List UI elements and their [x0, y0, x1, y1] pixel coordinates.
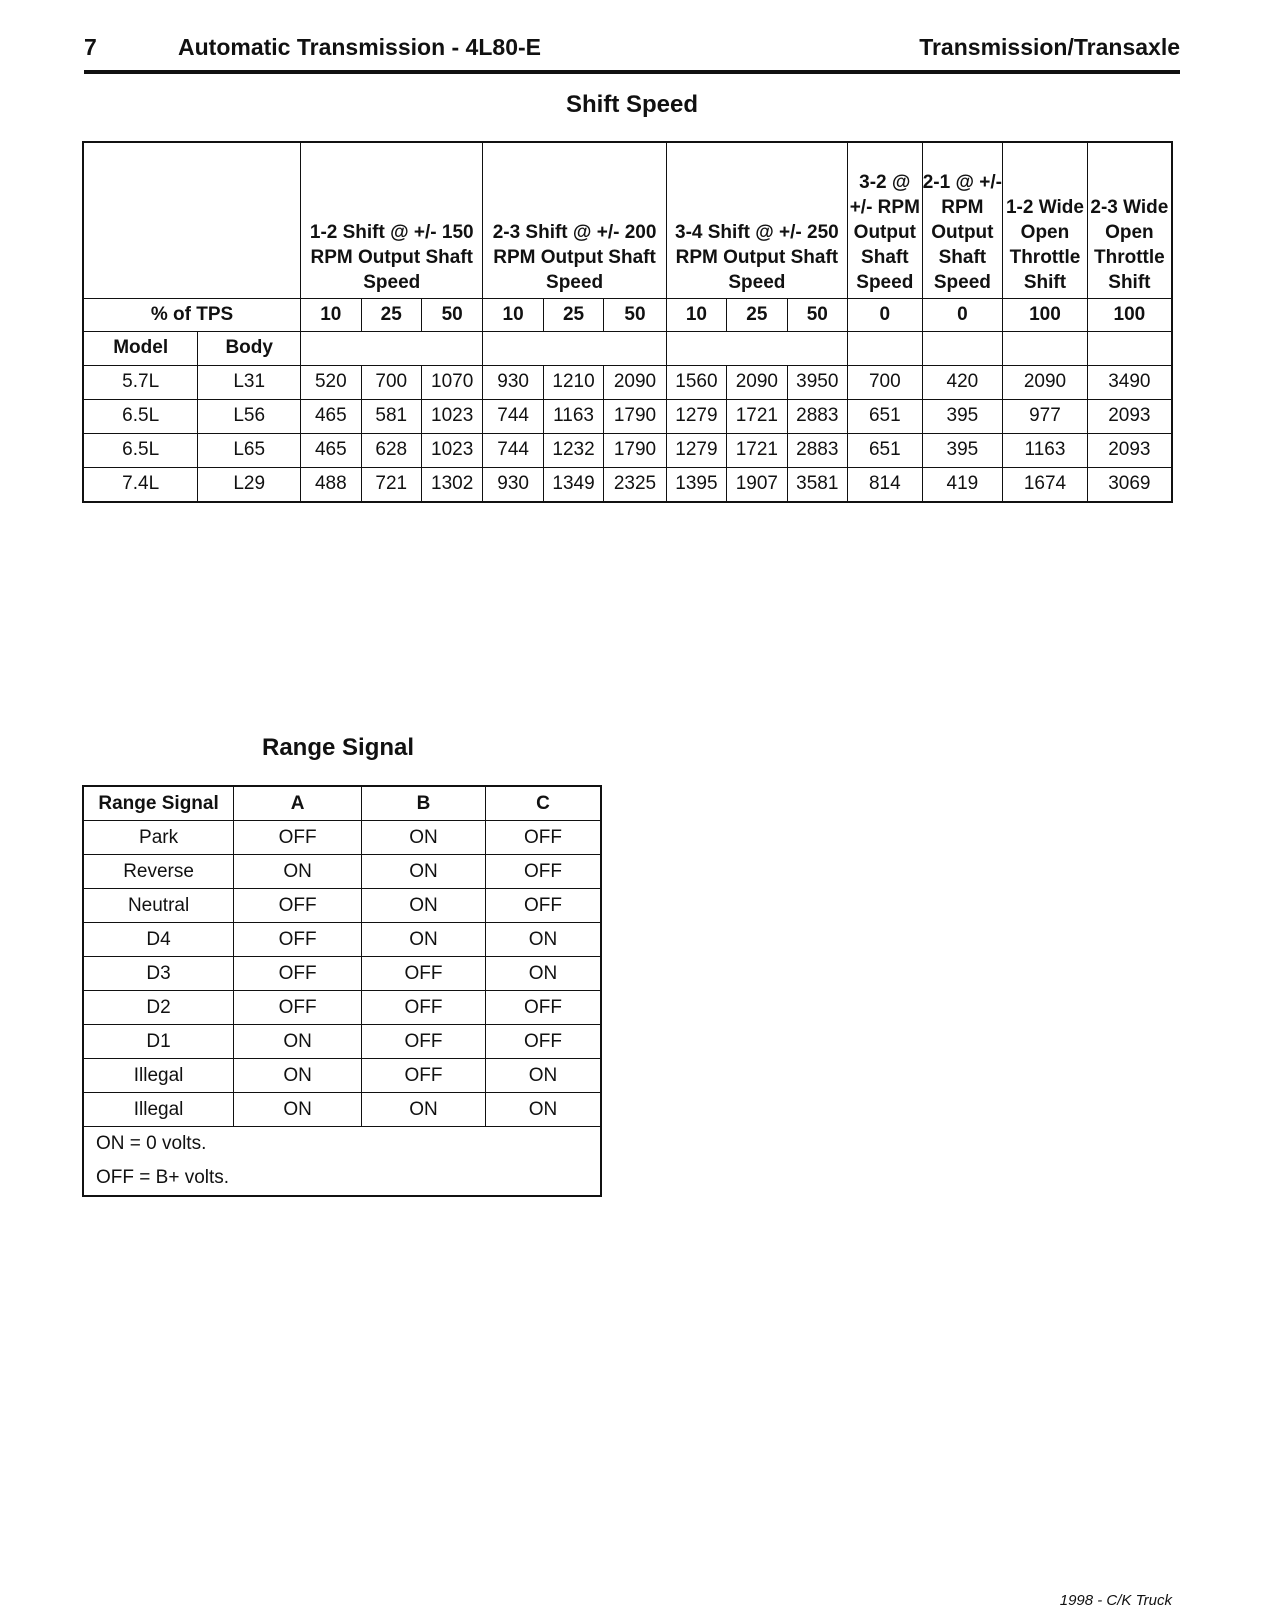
rpm-value-cell: 700 — [361, 365, 421, 399]
tps-value: 10 — [483, 298, 543, 331]
table-row — [83, 1025, 601, 1059]
footer-text: 1998 - C/K Truck — [1059, 1592, 1172, 1609]
group-header-1-2-wot: 1-2 Wide Open Throttle Shift — [1003, 142, 1088, 298]
signal-a-cell: OFF — [234, 821, 362, 855]
range-signal-data-rows — [83, 821, 601, 1127]
table-row — [83, 991, 601, 1025]
model-cell: 7.4L — [83, 467, 198, 502]
signal-c-cell: ON — [485, 957, 601, 991]
signal-b-cell: ON — [362, 923, 486, 957]
rpm-value-cell: 651 — [848, 433, 923, 467]
rpm-value-cell: 420 — [922, 365, 1003, 399]
shift-speed-data-rows — [83, 365, 1172, 502]
table-row — [83, 467, 1172, 502]
range-signal-title: Range Signal — [262, 734, 415, 761]
table-row — [83, 957, 601, 991]
table-row — [83, 889, 601, 923]
rpm-value-cell: 2093 — [1087, 399, 1172, 433]
rpm-value-cell: 1232 — [543, 433, 603, 467]
range-header-cell: C — [485, 786, 601, 821]
range-notes-row — [83, 1127, 601, 1197]
rpm-value-cell: 930 — [483, 467, 543, 502]
rpm-value-cell: 1210 — [543, 365, 603, 399]
signal-a-cell: OFF — [234, 957, 362, 991]
table-row — [83, 1059, 601, 1093]
rpm-value-cell: 721 — [361, 467, 421, 502]
rpm-value-cell: 2883 — [787, 399, 847, 433]
signal-b-cell: ON — [362, 821, 486, 855]
table-row — [83, 821, 601, 855]
range-header-cell: A — [234, 786, 362, 821]
signal-c-cell: ON — [485, 1059, 601, 1093]
shift-speed-table — [82, 141, 1173, 503]
rpm-value-cell: 700 — [848, 365, 923, 399]
range-cell: D1 — [83, 1025, 234, 1059]
header-rule — [84, 70, 1180, 74]
rpm-value-cell: 3490 — [1087, 365, 1172, 399]
signal-b-cell: ON — [362, 855, 486, 889]
range-cell: Illegal — [83, 1093, 234, 1127]
rpm-value-cell: 930 — [483, 365, 543, 399]
rpm-value-cell: 2090 — [604, 365, 666, 399]
signal-b-cell: OFF — [362, 1025, 486, 1059]
model-body-row — [83, 331, 1172, 365]
range-header-cell: Range Signal — [83, 786, 234, 821]
signal-a-cell: OFF — [234, 889, 362, 923]
table-row — [83, 923, 601, 957]
page-number: 7 — [84, 34, 97, 60]
tps-value: 25 — [543, 298, 603, 331]
range-header-cell: B — [362, 786, 486, 821]
rpm-value-cell: 1279 — [666, 399, 726, 433]
tps-value: 0 — [922, 298, 1003, 331]
tps-value: 0 — [848, 298, 923, 331]
shift-speed-title: Shift Speed — [565, 91, 698, 118]
rpm-value-cell: 1349 — [543, 467, 603, 502]
signal-c-cell: OFF — [485, 991, 601, 1025]
rpm-value-cell: 744 — [483, 399, 543, 433]
tps-value: 50 — [421, 298, 482, 331]
range-signal-table — [82, 785, 602, 1197]
group-header-2-1: 2-1 @ +/- RPM Output Shaft Speed — [922, 142, 1003, 298]
rpm-value-cell: 1790 — [604, 399, 666, 433]
tps-value: 25 — [727, 298, 787, 331]
body-cell: L31 — [198, 365, 301, 399]
signal-a-cell: OFF — [234, 991, 362, 1025]
signal-a-cell: ON — [234, 1025, 362, 1059]
range-header-row — [83, 786, 601, 821]
rpm-value-cell: 520 — [301, 365, 361, 399]
blank-cell — [1003, 331, 1088, 365]
table-row — [83, 433, 1172, 467]
model-cell: 6.5L — [83, 399, 198, 433]
signal-c-cell: OFF — [485, 821, 601, 855]
blank-cell — [483, 331, 666, 365]
tps-value: 25 — [361, 298, 421, 331]
group-header-3-2: 3-2 @ +/- RPM Output Shaft Speed — [848, 142, 923, 298]
blank-cell — [666, 331, 847, 365]
page-header — [84, 34, 1180, 74]
signal-b-cell: ON — [362, 889, 486, 923]
signal-c-cell: ON — [485, 923, 601, 957]
header-blank-cell — [83, 142, 301, 298]
tps-row — [83, 298, 1172, 331]
body-label: Body — [198, 331, 301, 365]
tps-value: 50 — [604, 298, 666, 331]
rpm-value-cell: 1279 — [666, 433, 726, 467]
range-cell: Illegal — [83, 1059, 234, 1093]
rpm-value-cell: 1395 — [666, 467, 726, 502]
blank-cell — [1087, 331, 1172, 365]
body-cell: L29 — [198, 467, 301, 502]
rpm-value-cell: 2093 — [1087, 433, 1172, 467]
rpm-value-cell: 651 — [848, 399, 923, 433]
signal-a-cell: OFF — [234, 923, 362, 957]
tps-value: 100 — [1003, 298, 1088, 331]
signal-b-cell: ON — [362, 1093, 486, 1127]
group-header-1-2: 1-2 Shift @ +/- 150 RPM Output Shaft Speed — [301, 142, 483, 298]
rpm-value-cell: 2090 — [727, 365, 787, 399]
rpm-value-cell: 628 — [361, 433, 421, 467]
table-row — [83, 365, 1172, 399]
range-cell: Neutral — [83, 889, 234, 923]
signal-a-cell: ON — [234, 1059, 362, 1093]
rpm-value-cell: 488 — [301, 467, 361, 502]
rpm-value-cell: 465 — [301, 399, 361, 433]
rpm-value-cell: 3581 — [787, 467, 847, 502]
blank-cell — [848, 331, 923, 365]
rpm-value-cell: 1560 — [666, 365, 726, 399]
group-header-2-3: 2-3 Shift @ +/- 200 RPM Output Shaft Speed — [483, 142, 666, 298]
signal-c-cell: OFF — [485, 855, 601, 889]
rpm-value-cell: 1721 — [727, 433, 787, 467]
table-row — [83, 1093, 601, 1127]
model-cell: 6.5L — [83, 433, 198, 467]
signal-b-cell: OFF — [362, 1059, 486, 1093]
rpm-value-cell: 1070 — [421, 365, 482, 399]
range-notes — [83, 1127, 601, 1197]
table-row — [83, 855, 601, 889]
page-title: Automatic Transmission - 4L80-E — [178, 34, 541, 60]
rpm-value-cell: 1674 — [1003, 467, 1088, 502]
body-cell: L65 — [198, 433, 301, 467]
rpm-value-cell: 1023 — [421, 433, 482, 467]
note-line: ON = 0 volts. — [96, 1133, 207, 1154]
rpm-value-cell: 1721 — [727, 399, 787, 433]
model-label: Model — [83, 331, 198, 365]
range-cell: D4 — [83, 923, 234, 957]
range-cell: Park — [83, 821, 234, 855]
range-cell: D3 — [83, 957, 234, 991]
tps-value: 50 — [787, 298, 847, 331]
rpm-value-cell: 1023 — [421, 399, 482, 433]
signal-c-cell: ON — [485, 1093, 601, 1127]
rpm-value-cell: 419 — [922, 467, 1003, 502]
rpm-value-cell: 465 — [301, 433, 361, 467]
rpm-value-cell: 2883 — [787, 433, 847, 467]
tps-value: 100 — [1087, 298, 1172, 331]
note-line: OFF = B+ volts. — [96, 1167, 230, 1188]
rpm-value-cell: 581 — [361, 399, 421, 433]
rpm-value-cell: 3069 — [1087, 467, 1172, 502]
signal-b-cell: OFF — [362, 991, 486, 1025]
signal-c-cell: OFF — [485, 889, 601, 923]
signal-a-cell: ON — [234, 855, 362, 889]
group-header-3-4: 3-4 Shift @ +/- 250 RPM Output Shaft Speed — [666, 142, 847, 298]
signal-a-cell: ON — [234, 1093, 362, 1127]
rpm-value-cell: 1163 — [1003, 433, 1088, 467]
body-cell: L56 — [198, 399, 301, 433]
rpm-value-cell: 977 — [1003, 399, 1088, 433]
rpm-value-cell: 2325 — [604, 467, 666, 502]
group-header-2-3-wot: 2-3 Wide Open Throttle Shift — [1087, 142, 1172, 298]
tps-label: % of TPS — [83, 298, 301, 331]
signal-c-cell: OFF — [485, 1025, 601, 1059]
rpm-value-cell: 1302 — [421, 467, 482, 502]
tps-value: 10 — [666, 298, 726, 331]
blank-cell — [301, 331, 483, 365]
signal-b-cell: OFF — [362, 957, 486, 991]
rpm-value-cell: 1907 — [727, 467, 787, 502]
rpm-value-cell: 744 — [483, 433, 543, 467]
range-cell: Reverse — [83, 855, 234, 889]
tps-value: 10 — [301, 298, 361, 331]
rpm-value-cell: 1163 — [543, 399, 603, 433]
rpm-value-cell: 814 — [848, 467, 923, 502]
rpm-value-cell: 395 — [922, 433, 1003, 467]
blank-cell — [922, 331, 1003, 365]
rpm-value-cell: 395 — [922, 399, 1003, 433]
range-cell: D2 — [83, 991, 234, 1025]
rpm-value-cell: 1790 — [604, 433, 666, 467]
model-cell: 5.7L — [83, 365, 198, 399]
rpm-value-cell: 3950 — [787, 365, 847, 399]
rpm-value-cell: 2090 — [1003, 365, 1088, 399]
table-row — [83, 399, 1172, 433]
section-title: Transmission/Transaxle — [919, 34, 1180, 60]
shift-speed-header-row — [83, 142, 1172, 298]
